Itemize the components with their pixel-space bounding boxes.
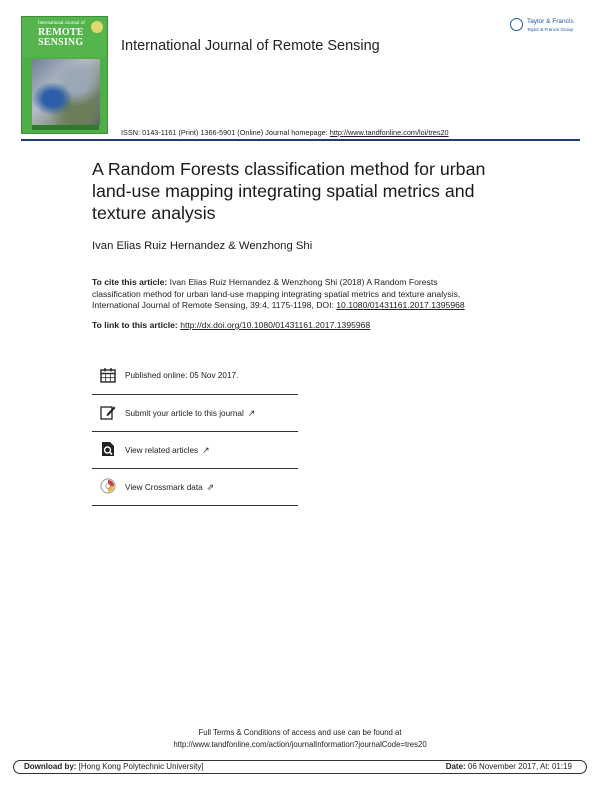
article-authors: Ivan Elias Ruiz Hernandez & Wenzhong Shi — [92, 240, 313, 252]
external-link-icon: ↗ — [202, 445, 210, 455]
related-articles-text: View related articles — [125, 446, 199, 455]
calendar-icon — [100, 367, 116, 383]
related-articles-link[interactable] — [92, 432, 298, 469]
journal-cover-image — [21, 16, 108, 134]
article-link-line — [92, 320, 370, 330]
doi-link[interactable]: 10.1080/01431161.2017.1395968 — [336, 300, 465, 310]
published-online-label: Published online: 05 Nov 2017. — [125, 371, 239, 380]
related-articles-label — [125, 445, 210, 456]
cover-line3: SENSING — [38, 37, 84, 48]
download-date — [446, 762, 572, 771]
citation-line-3 — [92, 300, 562, 312]
article-link-label: To link to this article: — [92, 320, 181, 330]
crossmark-icon — [100, 478, 116, 494]
article-url-link[interactable]: http://dx.doi.org/10.1080/01431161.2017.1395968 — [180, 320, 371, 330]
external-link-icon: ↗ — [247, 408, 256, 418]
related-articles-icon — [100, 441, 116, 457]
citation-text-1: Ivan Elias Ruiz Hernandez & Wenzhong Shi (2018) A Random Forests — [167, 277, 438, 287]
article-title-line: land-use mapping integrating spatial metrics and — [92, 181, 475, 201]
cover-line1: International Journal of — [38, 21, 85, 26]
publisher-logo-icon — [510, 18, 523, 31]
issn-text: ISSN: 0143-1161 (Print) 1366-5901 (Online) Journal homepage: — [121, 128, 330, 137]
downloaded-by-label: Download by: — [24, 762, 77, 771]
publisher-logo — [510, 15, 584, 37]
header-rule — [21, 139, 580, 141]
download-date-label: Date: — [445, 762, 466, 771]
published-online-item — [92, 358, 298, 395]
crossmark-text: View Crossmark data — [125, 483, 203, 492]
download-date-value: 06 November 2017, At: 01:19 — [465, 762, 572, 771]
crossmark-arrow-icon: ⇗ — [206, 482, 215, 492]
publisher-name: Taylor & Francis — [527, 18, 574, 25]
cover-emblem-icon — [91, 21, 103, 33]
citation-block — [92, 277, 562, 312]
downloaded-by — [24, 762, 204, 771]
citation-line-1 — [92, 277, 562, 289]
downloaded-by-value: [Hong Kong Polytechnic University] — [76, 762, 204, 771]
crossmark-label — [125, 482, 214, 493]
citation-label: To cite this article: — [92, 277, 168, 287]
journal-homepage-link[interactable]: http://www.tandfonline.com/loi/tres20 — [329, 128, 449, 137]
cover-line2: REMOTE — [38, 27, 84, 38]
cover-satellite-image — [32, 59, 100, 125]
citation-text-3: International Journal of Remote Sensing, 39:4, 1175-1198, DOI: — [92, 300, 337, 310]
article-title-line: texture analysis — [92, 203, 216, 223]
edit-icon — [100, 404, 116, 420]
crossmark-link[interactable] — [92, 469, 298, 506]
article-actions — [92, 358, 298, 506]
issn-line — [121, 128, 449, 137]
cover-footer-band — [32, 125, 99, 130]
submit-article-link[interactable] — [92, 395, 298, 432]
citation-line-2: classification method for urban land-use mapping integrating spatial metrics and texture analysis, — [92, 288, 461, 299]
terms-line-1: Full Terms & Conditions of access and use can be found at — [198, 728, 402, 737]
article-title-line: A Random Forests classification method for urban — [92, 159, 486, 179]
submit-article-label — [125, 408, 255, 419]
publisher-group: Taylor & Francis Group — [527, 27, 574, 32]
terms-notice — [0, 727, 600, 750]
download-info-bar — [13, 760, 587, 774]
article-title — [92, 158, 532, 224]
journal-title: International Journal of Remote Sensing — [121, 38, 380, 54]
submit-article-text: Submit your article to this journal — [125, 409, 244, 418]
terms-url-link[interactable]: http://www.tandfonline.com/action/journalInformation?journalCode=tres20 — [173, 739, 427, 749]
